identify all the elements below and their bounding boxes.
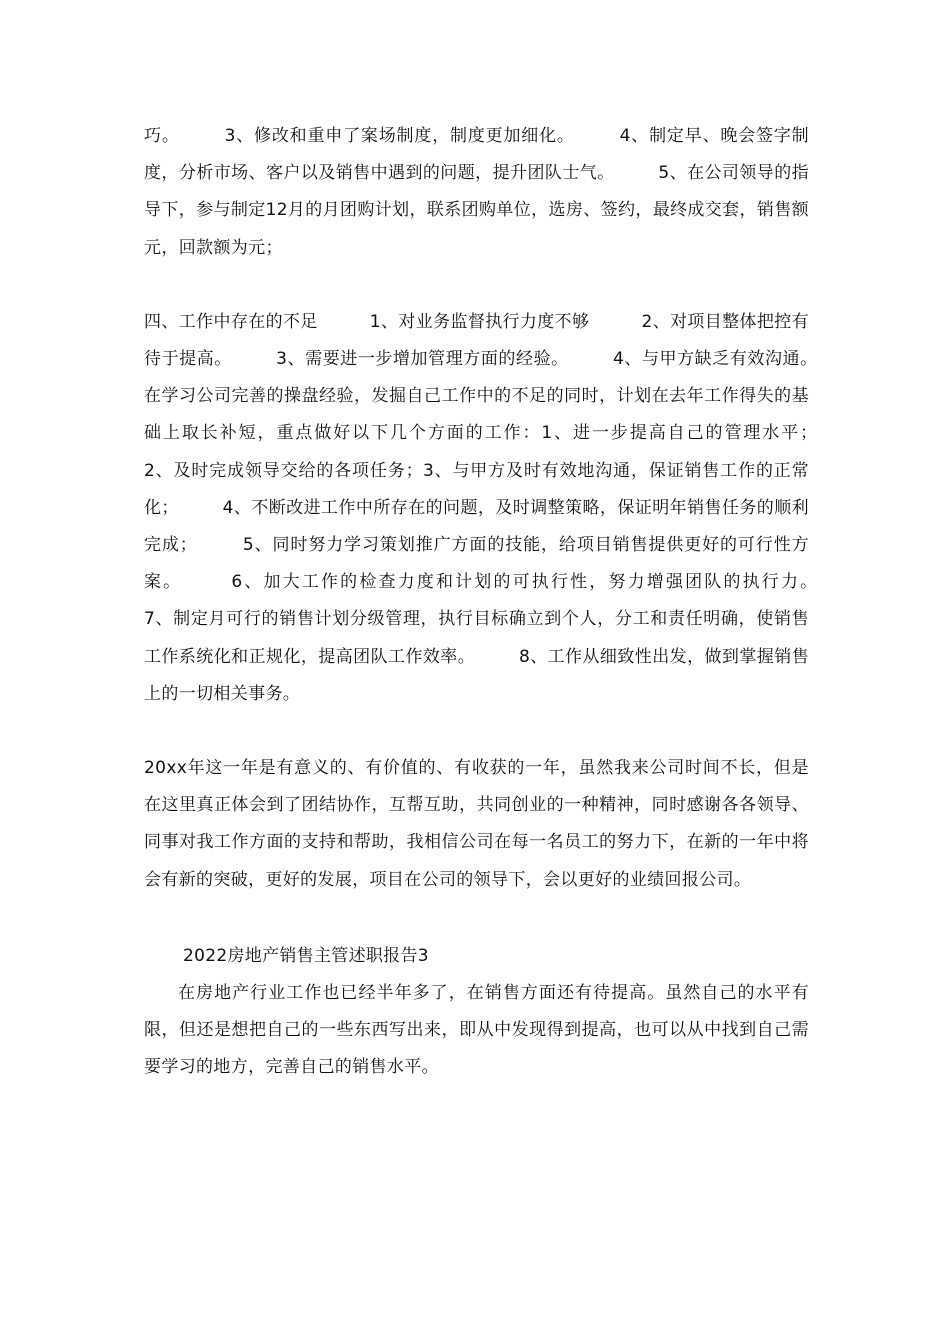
paragraph-shortcomings-and-plan: 四、工作中存在的不足 1、对业务监督执行力度不够 2、对项目整体把控有待于提高。 3、需要进一步增加管理方面的经验。 4、与甲方缺乏有效沟通。 在学习公司完善的操盘经验，发掘自己工作中的不足的同时，计划在去年工作得失的基础上取长补短，重点做好以下几个方面的工作：1、进一步提高自己的管理水平； 2、及时完成领导交给的各项任务；3、与甲方及时有效地沟通，保证销售工作的正常化； 4、不断改进工作中所存在的问题，及时调整策略，保证明年销售任务的顺利完成； 5、同时努力学习策划推广方面的技能，给项目销售提供更好的可行性方案。 6、加大工作的检查力度和计划的可执行性，努力增强团队的执行力。 7、制定月可行的销售计划分级管理，执行目标确立到个人，分工和责任明确，使销售工作系统化和正规化，提高团队工作效率。 8、工作从细致性出发，做到掌握销售上的一切相关事务。 [144,311,862,704]
paragraph-year-conclusion: 20xx年这一年是有意义的、有价值的、有收获的一年，虽然我来公司时间不长，但是在这里真正体会到了团结协作，互帮互助，共同创业的一种精神，同时感谢各各领导、同事对我工作方面的支持和帮助，我相信公司在每一名员工的努力下，在新的一年中将会有新的突破，更好的发展，项目在公司的领导下，会以更好的业绩回报公司。 [144,758,809,890]
paragraph-work-summary: 巧。 3、修改和重申了案场制度，制度更加细化。 4、制定早、晚会签字制度，分析市场、客户以及销售中遇到的问题，提升团队士气。 5、在公司领导的指导下，参与制定12月的月团购计划，联系团购单位，选房、签约，最终成交套，销售额元，回款额为元； [144,126,809,258]
section-body-paragraph: 在房地产行业工作也已经半年多了，在销售方面还有待提高。虽然自己的水平有限，但还是想把自己的一些东西写出来，即从中发现得到提高，也可以从中找到自己需要学习的地方，完善自己的销售水平。 [144,982,809,1078]
document-page [144,118,862,1086]
section-title: 2022房地产销售主管述职报告3 [183,945,429,966]
